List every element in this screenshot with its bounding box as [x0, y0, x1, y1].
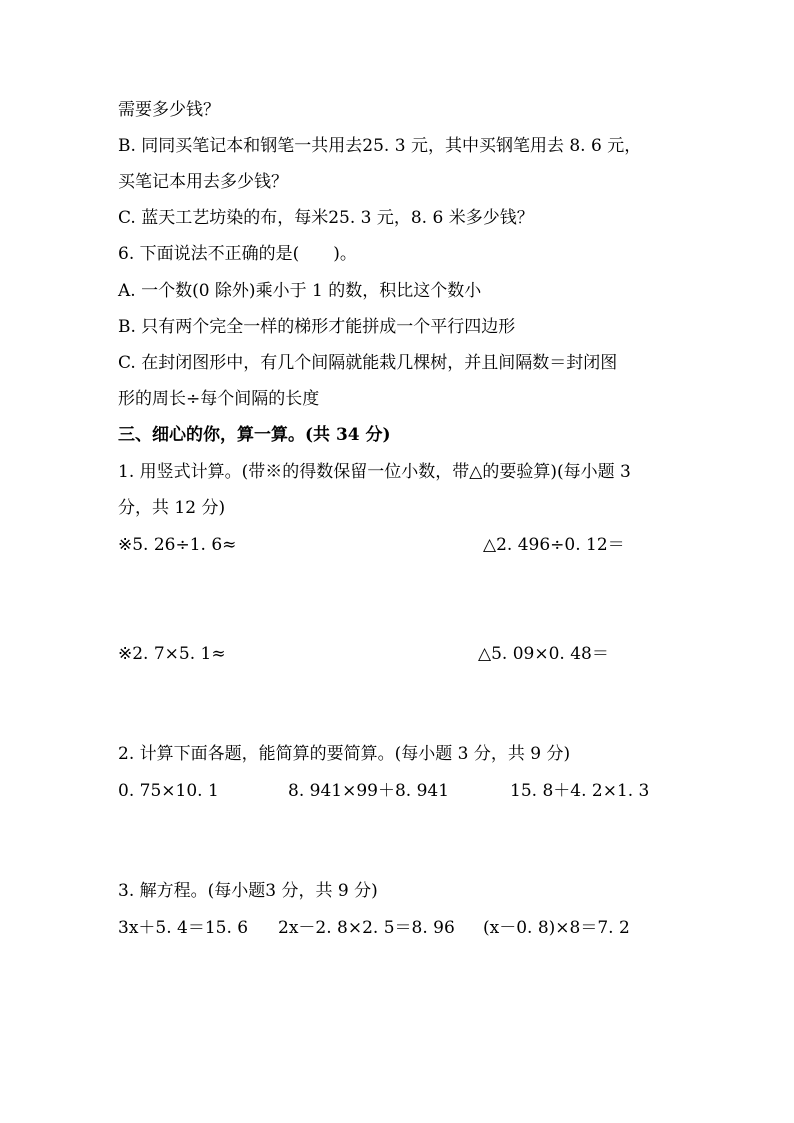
option-c-text: C. 在封闭图形中，有几个间隔就能栽几棵树，并且间隔数＝封闭图	[118, 353, 618, 373]
text-line: 形的周长÷每个间隔的长度	[118, 389, 320, 409]
option-b-text: B. 只有两个完全一样的梯形才能拼成一个平行四边形	[118, 317, 516, 337]
simplify-item: 15. 8＋4. 2×1. 3	[510, 781, 650, 801]
vertical-calc-item: △5. 09×0. 48＝	[478, 644, 609, 664]
question-6: 6. 下面说法不正确的是( )。	[118, 244, 357, 264]
vertical-calc-item: △2. 496÷0. 12＝	[483, 535, 625, 555]
option-a-text: A. 一个数(0 除外)乘小于 1 的数，积比这个数小	[118, 281, 482, 301]
question-1: 1. 用竖式计算。(带※的得数保留一位小数，带△的要验算)(每小题 3	[118, 462, 631, 482]
question-2: 2. 计算下面各题，能简算的要简算。(每小题 3 分，共 9 分)	[118, 744, 571, 764]
simplify-item: 8. 941×99＋8. 941	[288, 781, 450, 801]
text-line: 买笔记本用去多少钱？	[118, 172, 288, 192]
simplify-item: 0. 75×10. 1	[118, 781, 219, 801]
vertical-calc-item: ※2. 7×5. 1≈	[118, 644, 226, 664]
equation-item: 3x＋5. 4＝15. 6	[118, 918, 249, 938]
section-heading: 三、细心的你，算一算。(共 34 分)	[118, 425, 391, 445]
equation-item: 2x－2. 8×2. 5＝8. 96	[278, 918, 455, 938]
vertical-calc-item: ※5. 26÷1. 6≈	[118, 535, 237, 555]
option-c-text: C. 蓝天工艺坊染的布，每米25. 3 元，8. 6 米多少钱？	[118, 208, 534, 228]
question-3: 3. 解方程。(每小题3 分，共 9 分)	[118, 881, 378, 901]
question-1-cont: 分，共 12 分)	[118, 498, 226, 518]
option-b-text: B. 同同买笔记本和钢笔一共用去25. 3 元，其中买钢笔用去 8. 6 元，	[118, 136, 642, 156]
text-line: 需要多少钱？	[118, 100, 220, 120]
equation-item: (x－0. 8)×8＝7. 2	[483, 918, 630, 938]
